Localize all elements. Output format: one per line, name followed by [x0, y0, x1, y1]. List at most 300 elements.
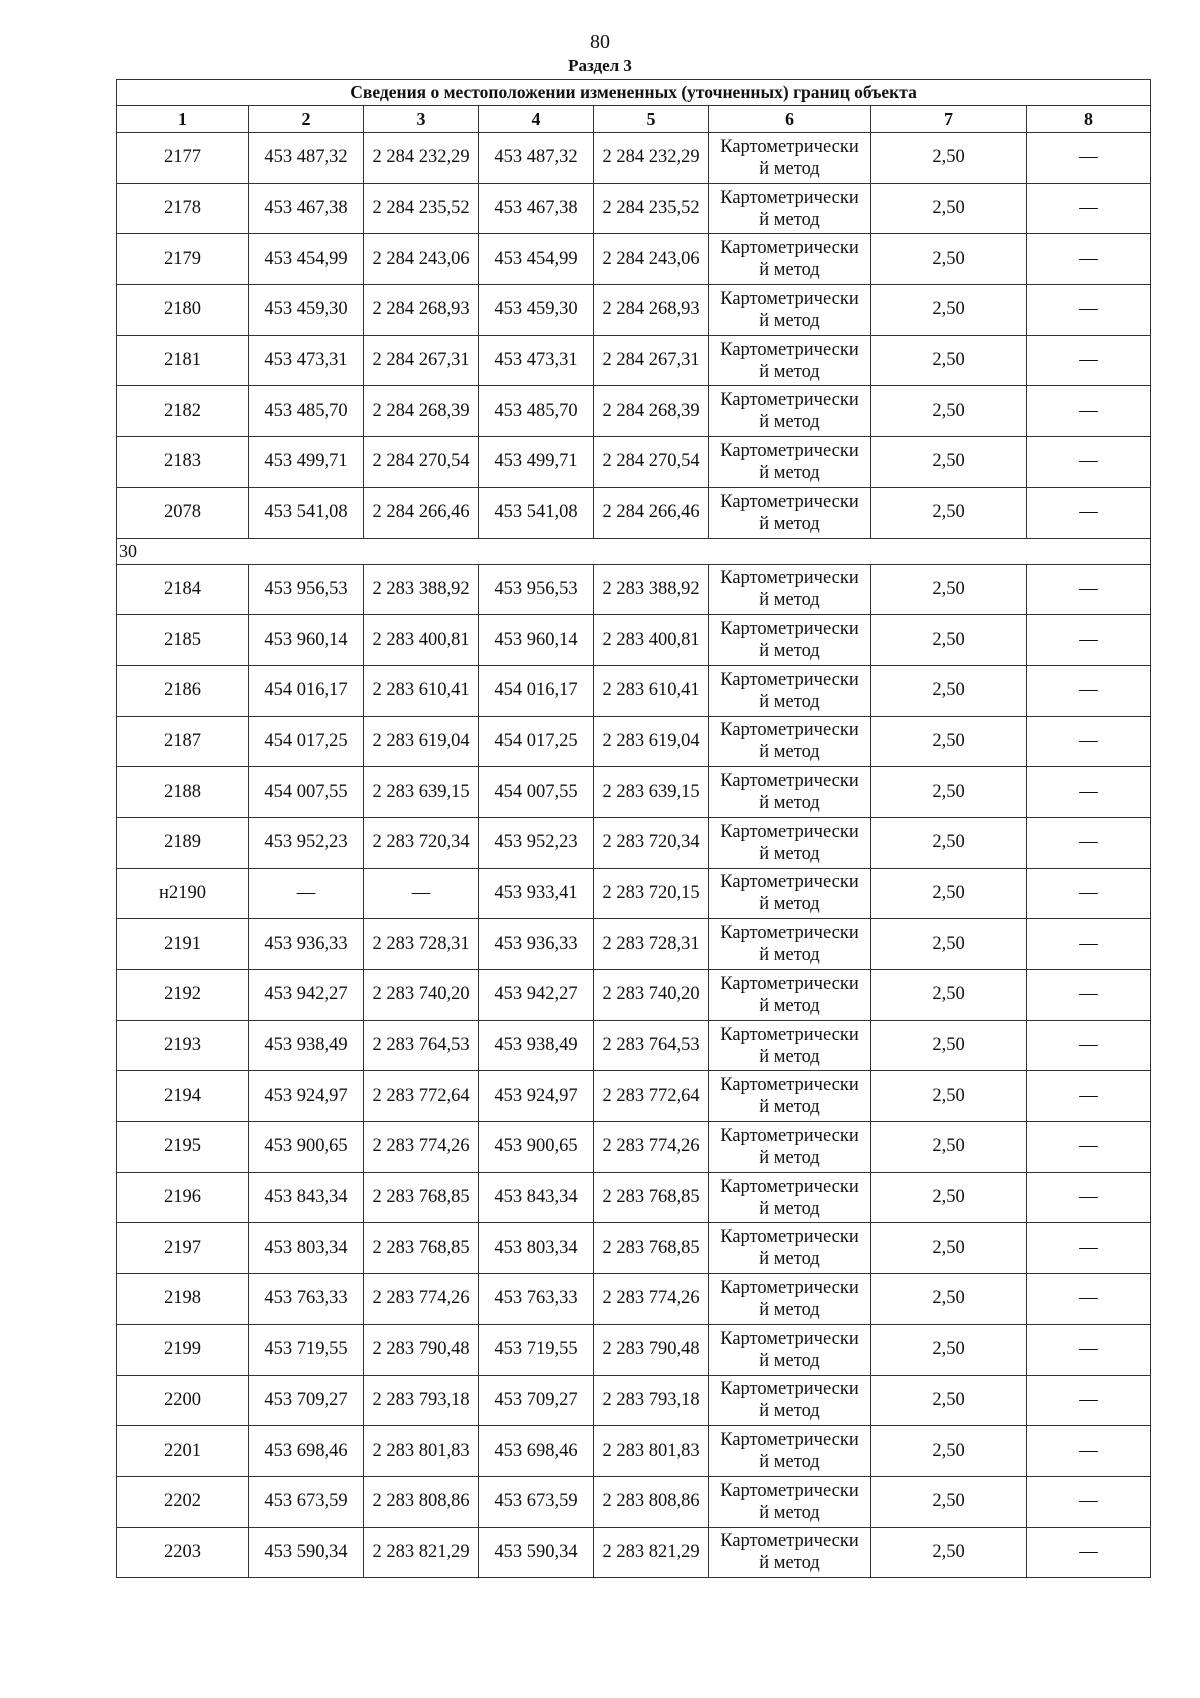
page-number: 80 — [590, 31, 610, 53]
method-text: Картометрически — [720, 187, 859, 208]
y-old-cell: 2 283 790,48 — [364, 1324, 479, 1375]
x-new-cell: 453 487,32 — [479, 133, 594, 184]
table-row — [117, 437, 1151, 488]
x-old-cell: 453 956,53 — [249, 564, 364, 615]
x-new-cell: 453 900,65 — [479, 1122, 594, 1173]
x-old-cell: 453 487,32 — [249, 133, 364, 184]
x-new-cell: 453 473,31 — [479, 335, 594, 386]
accuracy-cell: 2,50 — [871, 234, 1027, 285]
x-old-cell: 454 007,55 — [249, 767, 364, 818]
method-cell — [709, 1274, 871, 1325]
table-row — [117, 564, 1151, 615]
column-number: 4 — [479, 106, 594, 133]
description-cell: — — [1027, 234, 1151, 285]
y-new-cell: 2 283 768,85 — [594, 1172, 709, 1223]
point-number-cell: 2189 — [117, 817, 249, 868]
point-number-cell: 2181 — [117, 335, 249, 386]
description-cell: — — [1027, 133, 1151, 184]
y-old-cell: 2 283 388,92 — [364, 564, 479, 615]
method-cell — [709, 183, 871, 234]
accuracy-cell: 2,50 — [871, 919, 1027, 970]
accuracy-cell: 2,50 — [871, 1426, 1027, 1477]
x-old-cell: 453 459,30 — [249, 285, 364, 336]
x-old-cell: 453 803,34 — [249, 1223, 364, 1274]
column-number: 5 — [594, 106, 709, 133]
x-new-cell: 453 933,41 — [479, 868, 594, 919]
method-text: й метод — [759, 1401, 820, 1422]
method-cell — [709, 386, 871, 437]
method-text: Картометрически — [720, 288, 859, 309]
method-cell — [709, 817, 871, 868]
y-old-cell: 2 283 768,85 — [364, 1223, 479, 1274]
description-cell: — — [1027, 1426, 1151, 1477]
method-text: й метод — [759, 894, 820, 915]
x-new-cell: 453 952,23 — [479, 817, 594, 868]
description-cell: — — [1027, 716, 1151, 767]
y-new-cell: 2 283 720,15 — [594, 868, 709, 919]
method-text: й метод — [759, 1147, 820, 1168]
method-text: й метод — [759, 260, 820, 281]
point-number-cell: 2186 — [117, 665, 249, 716]
y-old-cell: 2 283 793,18 — [364, 1375, 479, 1426]
contour-number: 30 — [117, 538, 1151, 564]
contour-group-row — [117, 538, 1151, 564]
column-number: 1 — [117, 106, 249, 133]
description-cell: — — [1027, 868, 1151, 919]
method-text: Картометрически — [720, 491, 859, 512]
description-cell: — — [1027, 1527, 1151, 1578]
method-text: й метод — [759, 590, 820, 611]
x-new-cell: 453 499,71 — [479, 437, 594, 488]
description-cell: — — [1027, 1223, 1151, 1274]
y-old-cell: 2 284 243,06 — [364, 234, 479, 285]
x-new-cell: 453 709,27 — [479, 1375, 594, 1426]
x-new-cell: 454 016,17 — [479, 665, 594, 716]
table-row — [117, 970, 1151, 1021]
table-row — [117, 868, 1151, 919]
method-text: й метод — [759, 1198, 820, 1219]
x-old-cell: 453 485,70 — [249, 386, 364, 437]
accuracy-cell: 2,50 — [871, 183, 1027, 234]
method-cell — [709, 919, 871, 970]
y-new-cell: 2 283 720,34 — [594, 817, 709, 868]
accuracy-cell: 2,50 — [871, 386, 1027, 437]
x-old-cell: — — [249, 868, 364, 919]
x-new-cell: 453 454,99 — [479, 234, 594, 285]
method-text: й метод — [759, 1249, 820, 1270]
x-old-cell: 453 960,14 — [249, 615, 364, 666]
accuracy-cell: 2,50 — [871, 1375, 1027, 1426]
y-old-cell: 2 284 232,29 — [364, 133, 479, 184]
y-new-cell: 2 283 801,83 — [594, 1426, 709, 1477]
table-row — [117, 1172, 1151, 1223]
y-old-cell: 2 284 270,54 — [364, 437, 479, 488]
x-new-cell: 454 017,25 — [479, 716, 594, 767]
method-text: Картометрически — [720, 619, 859, 640]
accuracy-cell: 2,50 — [871, 716, 1027, 767]
table-row — [117, 386, 1151, 437]
description-cell: — — [1027, 1172, 1151, 1223]
x-old-cell: 454 016,17 — [249, 665, 364, 716]
y-new-cell: 2 283 808,86 — [594, 1476, 709, 1527]
table-row — [117, 1020, 1151, 1071]
point-number-cell: 2185 — [117, 615, 249, 666]
y-old-cell: 2 283 821,29 — [364, 1527, 479, 1578]
accuracy-cell: 2,50 — [871, 1172, 1027, 1223]
method-text: Картометрически — [720, 1531, 859, 1552]
table-caption-row — [117, 80, 1151, 106]
method-cell — [709, 1324, 871, 1375]
point-number-cell: 2078 — [117, 487, 249, 538]
method-text: й метод — [759, 1350, 820, 1371]
y-new-cell: 2 284 243,06 — [594, 234, 709, 285]
accuracy-cell: 2,50 — [871, 335, 1027, 386]
y-old-cell: 2 283 772,64 — [364, 1071, 479, 1122]
table-row — [117, 1324, 1151, 1375]
description-cell: — — [1027, 564, 1151, 615]
x-new-cell: 453 843,34 — [479, 1172, 594, 1223]
y-old-cell: 2 284 268,39 — [364, 386, 479, 437]
x-old-cell: 453 924,97 — [249, 1071, 364, 1122]
method-cell — [709, 1527, 871, 1578]
column-number: 3 — [364, 106, 479, 133]
description-cell: — — [1027, 1122, 1151, 1173]
table-row — [117, 1122, 1151, 1173]
y-new-cell: 2 284 235,52 — [594, 183, 709, 234]
description-cell: — — [1027, 665, 1151, 716]
x-new-cell: 453 673,59 — [479, 1476, 594, 1527]
method-cell — [709, 1223, 871, 1274]
method-cell — [709, 1071, 871, 1122]
method-text: Картометрически — [720, 1430, 859, 1451]
method-cell — [709, 868, 871, 919]
method-text: Картометрически — [720, 1024, 859, 1045]
accuracy-cell: 2,50 — [871, 767, 1027, 818]
method-text: Картометрически — [720, 872, 859, 893]
y-old-cell: 2 284 266,46 — [364, 487, 479, 538]
description-cell: — — [1027, 1324, 1151, 1375]
method-cell — [709, 437, 871, 488]
accuracy-cell: 2,50 — [871, 285, 1027, 336]
accuracy-cell: 2,50 — [871, 1476, 1027, 1527]
table-row — [117, 234, 1151, 285]
method-text: й метод — [759, 1553, 820, 1574]
description-cell: — — [1027, 1020, 1151, 1071]
y-new-cell: 2 283 740,20 — [594, 970, 709, 1021]
accuracy-cell: 2,50 — [871, 437, 1027, 488]
point-number-cell: 2184 — [117, 564, 249, 615]
description-cell: — — [1027, 767, 1151, 818]
x-old-cell: 454 017,25 — [249, 716, 364, 767]
y-new-cell: 2 283 728,31 — [594, 919, 709, 970]
point-number-cell: 2193 — [117, 1020, 249, 1071]
method-text: й метод — [759, 361, 820, 382]
method-text: Картометрически — [720, 923, 859, 944]
method-text: й метод — [759, 843, 820, 864]
method-text: Картометрически — [720, 669, 859, 690]
x-new-cell: 453 541,08 — [479, 487, 594, 538]
y-new-cell: 2 283 400,81 — [594, 615, 709, 666]
point-number-cell: 2177 — [117, 133, 249, 184]
accuracy-cell: 2,50 — [871, 1071, 1027, 1122]
y-new-cell: 2 283 774,26 — [594, 1122, 709, 1173]
method-cell — [709, 716, 871, 767]
table-row — [117, 1426, 1151, 1477]
coordinates-table — [116, 79, 1151, 1578]
x-new-cell: 453 763,33 — [479, 1274, 594, 1325]
method-text: Картометрически — [720, 339, 859, 360]
method-cell — [709, 1426, 871, 1477]
x-new-cell: 453 956,53 — [479, 564, 594, 615]
method-text: Картометрически — [720, 1176, 859, 1197]
point-number-cell: н2190 — [117, 868, 249, 919]
y-new-cell: 2 283 768,85 — [594, 1223, 709, 1274]
x-old-cell: 453 719,55 — [249, 1324, 364, 1375]
method-cell — [709, 970, 871, 1021]
point-number-cell: 2197 — [117, 1223, 249, 1274]
method-text: й метод — [759, 412, 820, 433]
description-cell: — — [1027, 970, 1151, 1021]
point-number-cell: 2196 — [117, 1172, 249, 1223]
point-number-cell: 2199 — [117, 1324, 249, 1375]
method-text: й метод — [759, 691, 820, 712]
method-cell — [709, 487, 871, 538]
point-number-cell: 2194 — [117, 1071, 249, 1122]
x-new-cell: 453 942,27 — [479, 970, 594, 1021]
y-new-cell: 2 284 268,39 — [594, 386, 709, 437]
point-number-cell: 2182 — [117, 386, 249, 437]
y-new-cell: 2 284 266,46 — [594, 487, 709, 538]
y-new-cell: 2 283 610,41 — [594, 665, 709, 716]
method-text: Картометрически — [720, 771, 859, 792]
table-body — [117, 133, 1151, 1578]
method-text: Картометрически — [720, 821, 859, 842]
y-old-cell: 2 283 774,26 — [364, 1122, 479, 1173]
method-text: й метод — [759, 462, 820, 483]
description-cell: — — [1027, 919, 1151, 970]
column-number: 6 — [709, 106, 871, 133]
table-row — [117, 817, 1151, 868]
point-number-cell: 2187 — [117, 716, 249, 767]
point-number-cell: 2183 — [117, 437, 249, 488]
y-new-cell: 2 283 772,64 — [594, 1071, 709, 1122]
x-old-cell: 453 938,49 — [249, 1020, 364, 1071]
y-new-cell: 2 284 232,29 — [594, 133, 709, 184]
table-row — [117, 716, 1151, 767]
y-old-cell: 2 283 740,20 — [364, 970, 479, 1021]
method-cell — [709, 133, 871, 184]
accuracy-cell: 2,50 — [871, 487, 1027, 538]
y-old-cell: 2 284 235,52 — [364, 183, 479, 234]
column-number: 7 — [871, 106, 1027, 133]
method-text: Картометрически — [720, 1379, 859, 1400]
description-cell: — — [1027, 285, 1151, 336]
y-old-cell: 2 283 619,04 — [364, 716, 479, 767]
accuracy-cell: 2,50 — [871, 817, 1027, 868]
x-new-cell: 453 803,34 — [479, 1223, 594, 1274]
y-new-cell: 2 283 388,92 — [594, 564, 709, 615]
y-old-cell: 2 284 267,31 — [364, 335, 479, 386]
description-cell: — — [1027, 615, 1151, 666]
point-number-cell: 2178 — [117, 183, 249, 234]
x-old-cell: 453 709,27 — [249, 1375, 364, 1426]
method-cell — [709, 767, 871, 818]
description-cell: — — [1027, 1071, 1151, 1122]
y-new-cell: 2 283 764,53 — [594, 1020, 709, 1071]
description-cell: — — [1027, 817, 1151, 868]
x-new-cell: 453 467,38 — [479, 183, 594, 234]
method-cell — [709, 1172, 871, 1223]
table-row — [117, 285, 1151, 336]
column-number-row — [117, 106, 1151, 133]
x-new-cell: 453 719,55 — [479, 1324, 594, 1375]
accuracy-cell: 2,50 — [871, 1122, 1027, 1173]
point-number-cell: 2202 — [117, 1476, 249, 1527]
method-text: Картометрически — [720, 1227, 859, 1248]
method-text: й метод — [759, 158, 820, 179]
method-cell — [709, 234, 871, 285]
accuracy-cell: 2,50 — [871, 970, 1027, 1021]
table-row — [117, 1527, 1151, 1578]
accuracy-cell: 2,50 — [871, 133, 1027, 184]
method-text: й метод — [759, 1046, 820, 1067]
y-old-cell: 2 283 801,83 — [364, 1426, 479, 1477]
point-number-cell: 2180 — [117, 285, 249, 336]
method-cell — [709, 1122, 871, 1173]
x-new-cell: 453 485,70 — [479, 386, 594, 437]
accuracy-cell: 2,50 — [871, 1527, 1027, 1578]
method-text: й метод — [759, 1502, 820, 1523]
x-new-cell: 453 960,14 — [479, 615, 594, 666]
method-text: й метод — [759, 1452, 820, 1473]
method-text: й метод — [759, 209, 820, 230]
x-new-cell: 453 698,46 — [479, 1426, 594, 1477]
method-cell — [709, 564, 871, 615]
description-cell: — — [1027, 335, 1151, 386]
method-cell — [709, 1476, 871, 1527]
accuracy-cell: 2,50 — [871, 1223, 1027, 1274]
table-row — [117, 1375, 1151, 1426]
x-new-cell: 453 590,34 — [479, 1527, 594, 1578]
y-new-cell: 2 283 774,26 — [594, 1274, 709, 1325]
point-number-cell: 2192 — [117, 970, 249, 1021]
method-text: й метод — [759, 793, 820, 814]
x-old-cell: 453 467,38 — [249, 183, 364, 234]
point-number-cell: 2191 — [117, 919, 249, 970]
method-text: й метод — [759, 513, 820, 534]
x-old-cell: 453 673,59 — [249, 1476, 364, 1527]
table-row — [117, 665, 1151, 716]
method-text: Картометрически — [720, 720, 859, 741]
method-text: Картометрически — [720, 568, 859, 589]
x-old-cell: 453 900,65 — [249, 1122, 364, 1173]
point-number-cell: 2200 — [117, 1375, 249, 1426]
method-cell — [709, 665, 871, 716]
y-old-cell: — — [364, 868, 479, 919]
method-text: й метод — [759, 742, 820, 763]
method-text: й метод — [759, 945, 820, 966]
x-new-cell: 453 938,49 — [479, 1020, 594, 1071]
y-old-cell: 2 283 639,15 — [364, 767, 479, 818]
y-old-cell: 2 283 808,86 — [364, 1476, 479, 1527]
x-old-cell: 453 952,23 — [249, 817, 364, 868]
accuracy-cell: 2,50 — [871, 615, 1027, 666]
x-old-cell: 453 843,34 — [249, 1172, 364, 1223]
table-row — [117, 1476, 1151, 1527]
y-new-cell: 2 283 793,18 — [594, 1375, 709, 1426]
description-cell: — — [1027, 183, 1151, 234]
point-number-cell: 2201 — [117, 1426, 249, 1477]
x-old-cell: 453 454,99 — [249, 234, 364, 285]
accuracy-cell: 2,50 — [871, 564, 1027, 615]
accuracy-cell: 2,50 — [871, 665, 1027, 716]
section-title: Раздел 3 — [568, 56, 632, 75]
method-text: Картометрически — [720, 1125, 859, 1146]
y-old-cell: 2 283 400,81 — [364, 615, 479, 666]
description-cell: — — [1027, 1274, 1151, 1325]
point-number-cell: 2179 — [117, 234, 249, 285]
table-row — [117, 1274, 1151, 1325]
x-old-cell: 453 473,31 — [249, 335, 364, 386]
method-text: Картометрически — [720, 136, 859, 157]
y-old-cell: 2 283 610,41 — [364, 665, 479, 716]
y-new-cell: 2 283 790,48 — [594, 1324, 709, 1375]
method-text: Картометрически — [720, 1328, 859, 1349]
description-cell: — — [1027, 1476, 1151, 1527]
method-cell — [709, 1375, 871, 1426]
y-old-cell: 2 283 768,85 — [364, 1172, 479, 1223]
x-new-cell: 453 936,33 — [479, 919, 594, 970]
y-new-cell: 2 284 267,31 — [594, 335, 709, 386]
point-number-cell: 2188 — [117, 767, 249, 818]
method-text: Картометрически — [720, 440, 859, 461]
point-number-cell: 2203 — [117, 1527, 249, 1578]
x-old-cell: 453 499,71 — [249, 437, 364, 488]
column-number: 2 — [249, 106, 364, 133]
column-number: 8 — [1027, 106, 1151, 133]
table-row — [117, 1071, 1151, 1122]
method-cell — [709, 335, 871, 386]
y-old-cell: 2 283 720,34 — [364, 817, 479, 868]
accuracy-cell: 2,50 — [871, 1274, 1027, 1325]
table-row — [117, 919, 1151, 970]
table-row — [117, 615, 1151, 666]
table-row — [117, 335, 1151, 386]
y-new-cell: 2 284 268,93 — [594, 285, 709, 336]
x-old-cell: 453 541,08 — [249, 487, 364, 538]
y-new-cell: 2 284 270,54 — [594, 437, 709, 488]
point-number-cell: 2198 — [117, 1274, 249, 1325]
method-cell — [709, 615, 871, 666]
y-new-cell: 2 283 821,29 — [594, 1527, 709, 1578]
y-new-cell: 2 283 619,04 — [594, 716, 709, 767]
method-text: й метод — [759, 310, 820, 331]
description-cell: — — [1027, 1375, 1151, 1426]
method-text: й метод — [759, 1299, 820, 1320]
method-text: Картометрически — [720, 1277, 859, 1298]
table-row — [117, 1223, 1151, 1274]
accuracy-cell: 2,50 — [871, 1020, 1027, 1071]
y-new-cell: 2 283 639,15 — [594, 767, 709, 818]
point-number-cell: 2195 — [117, 1122, 249, 1173]
x-old-cell: 453 590,34 — [249, 1527, 364, 1578]
method-text: Картометрически — [720, 390, 859, 411]
x-old-cell: 453 942,27 — [249, 970, 364, 1021]
method-cell — [709, 1020, 871, 1071]
method-text: й метод — [759, 1097, 820, 1118]
method-text: й метод — [759, 641, 820, 662]
method-text: Картометрически — [720, 238, 859, 259]
